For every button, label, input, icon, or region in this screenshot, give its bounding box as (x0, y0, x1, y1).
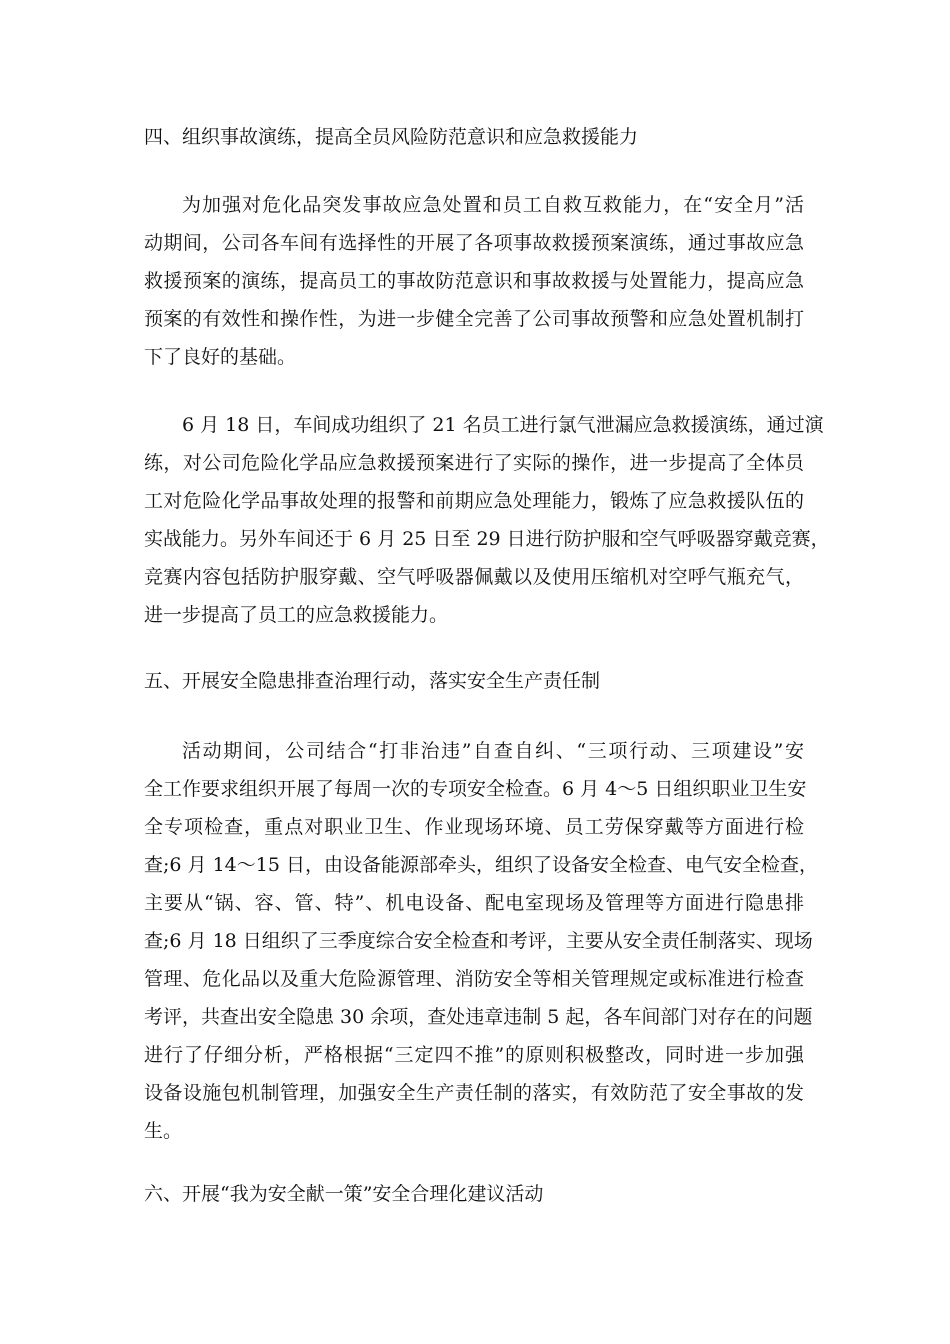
text-line: 工对危险化学品事故处理的报警和前期应急处理能力，锻炼了应急救援队伍的 (144, 490, 804, 512)
section-heading-6: 六、开展“我为安全献一策”安全合理化建议活动 (144, 1183, 544, 1205)
text-line: 查;6 月 18 日组织了三季度综合安全检查和考评，主要从安全责任制落实、现场 (144, 930, 813, 952)
text-line: 查;6 月 14～15 日，由设备能源部牵头，组织了设备安全检查、电气安全检查， (144, 854, 818, 876)
section-heading-5: 五、开展安全隐患排查治理行动，落实安全生产责任制 (144, 670, 601, 692)
text-line: 下了良好的基础。 (144, 346, 297, 368)
text-line: 进一步提高了员工的应急救援能力。 (144, 604, 449, 626)
text-line: 救援预案的演练，提高员工的事故防范意识和事故救援与处置能力，提高应急 (144, 270, 804, 292)
section-4-paragraph-2 (144, 406, 830, 634)
text-line: 活动期间，公司结合“打非治违”自查自纠、“三项行动、三项建设”安 (182, 740, 804, 762)
text-line: 预案的有效性和操作性，为进一步健全完善了公司事故预警和应急处置机制打 (144, 308, 804, 330)
text-line: 6 月 18 日，车间成功组织了 21 名员工进行氯气泄漏应急救援演练，通过演 (182, 414, 824, 436)
text-line: 练，对公司危险化学品应急救援预案进行了实际的操作，进一步提高了全体员 (144, 452, 804, 474)
text-line: 设备设施包机制管理，加强安全生产责任制的落实，有效防范了安全事故的发 (144, 1082, 804, 1104)
text-line: 动期间，公司各车间有选择性的开展了各项事故救援预案演练，通过事故应急 (144, 232, 804, 254)
text-line: 竞赛内容包括防护服穿戴、空气呼吸器佩戴以及使用压缩机对空呼气瓶充气， (144, 566, 804, 588)
section-5-paragraph-1 (144, 732, 818, 1150)
text-line: 考评，共查出安全隐患 30 余项，查处违章违制 5 起，各车间部门对存在的问题 (144, 1006, 813, 1028)
text-line: 为加强对危化品突发事故应急处置和员工自救互救能力，在“安全月”活 (182, 194, 804, 216)
section-4-paragraph-1 (144, 186, 804, 376)
section-heading-4: 四、组织事故演练，提高全员风险防范意识和应急救援能力 (144, 126, 639, 148)
text-line: 进行了仔细分析，严格根据“三定四不推”的原则积极整改，同时进一步加强 (144, 1044, 804, 1066)
text-line: 全专项检查，重点对职业卫生、作业现场环境、员工劳保穿戴等方面进行检 (144, 816, 804, 838)
text-line: 管理、危化品以及重大危险源管理、消防安全等相关管理规定或标准进行检查 (144, 968, 804, 990)
text-line: 实战能力。另外车间还于 6 月 25 日至 29 日进行防护服和空气呼吸器穿戴竞赛， (144, 528, 830, 550)
text-line: 主要从“锅、容、管、特”、机电设备、配电室现场及管理等方面进行隐患排 (144, 892, 804, 914)
text-line: 全工作要求组织开展了每周一次的专项安全检查。6 月 4～5 日组织职业卫生安 (144, 778, 807, 800)
text-line: 生。 (144, 1120, 183, 1142)
